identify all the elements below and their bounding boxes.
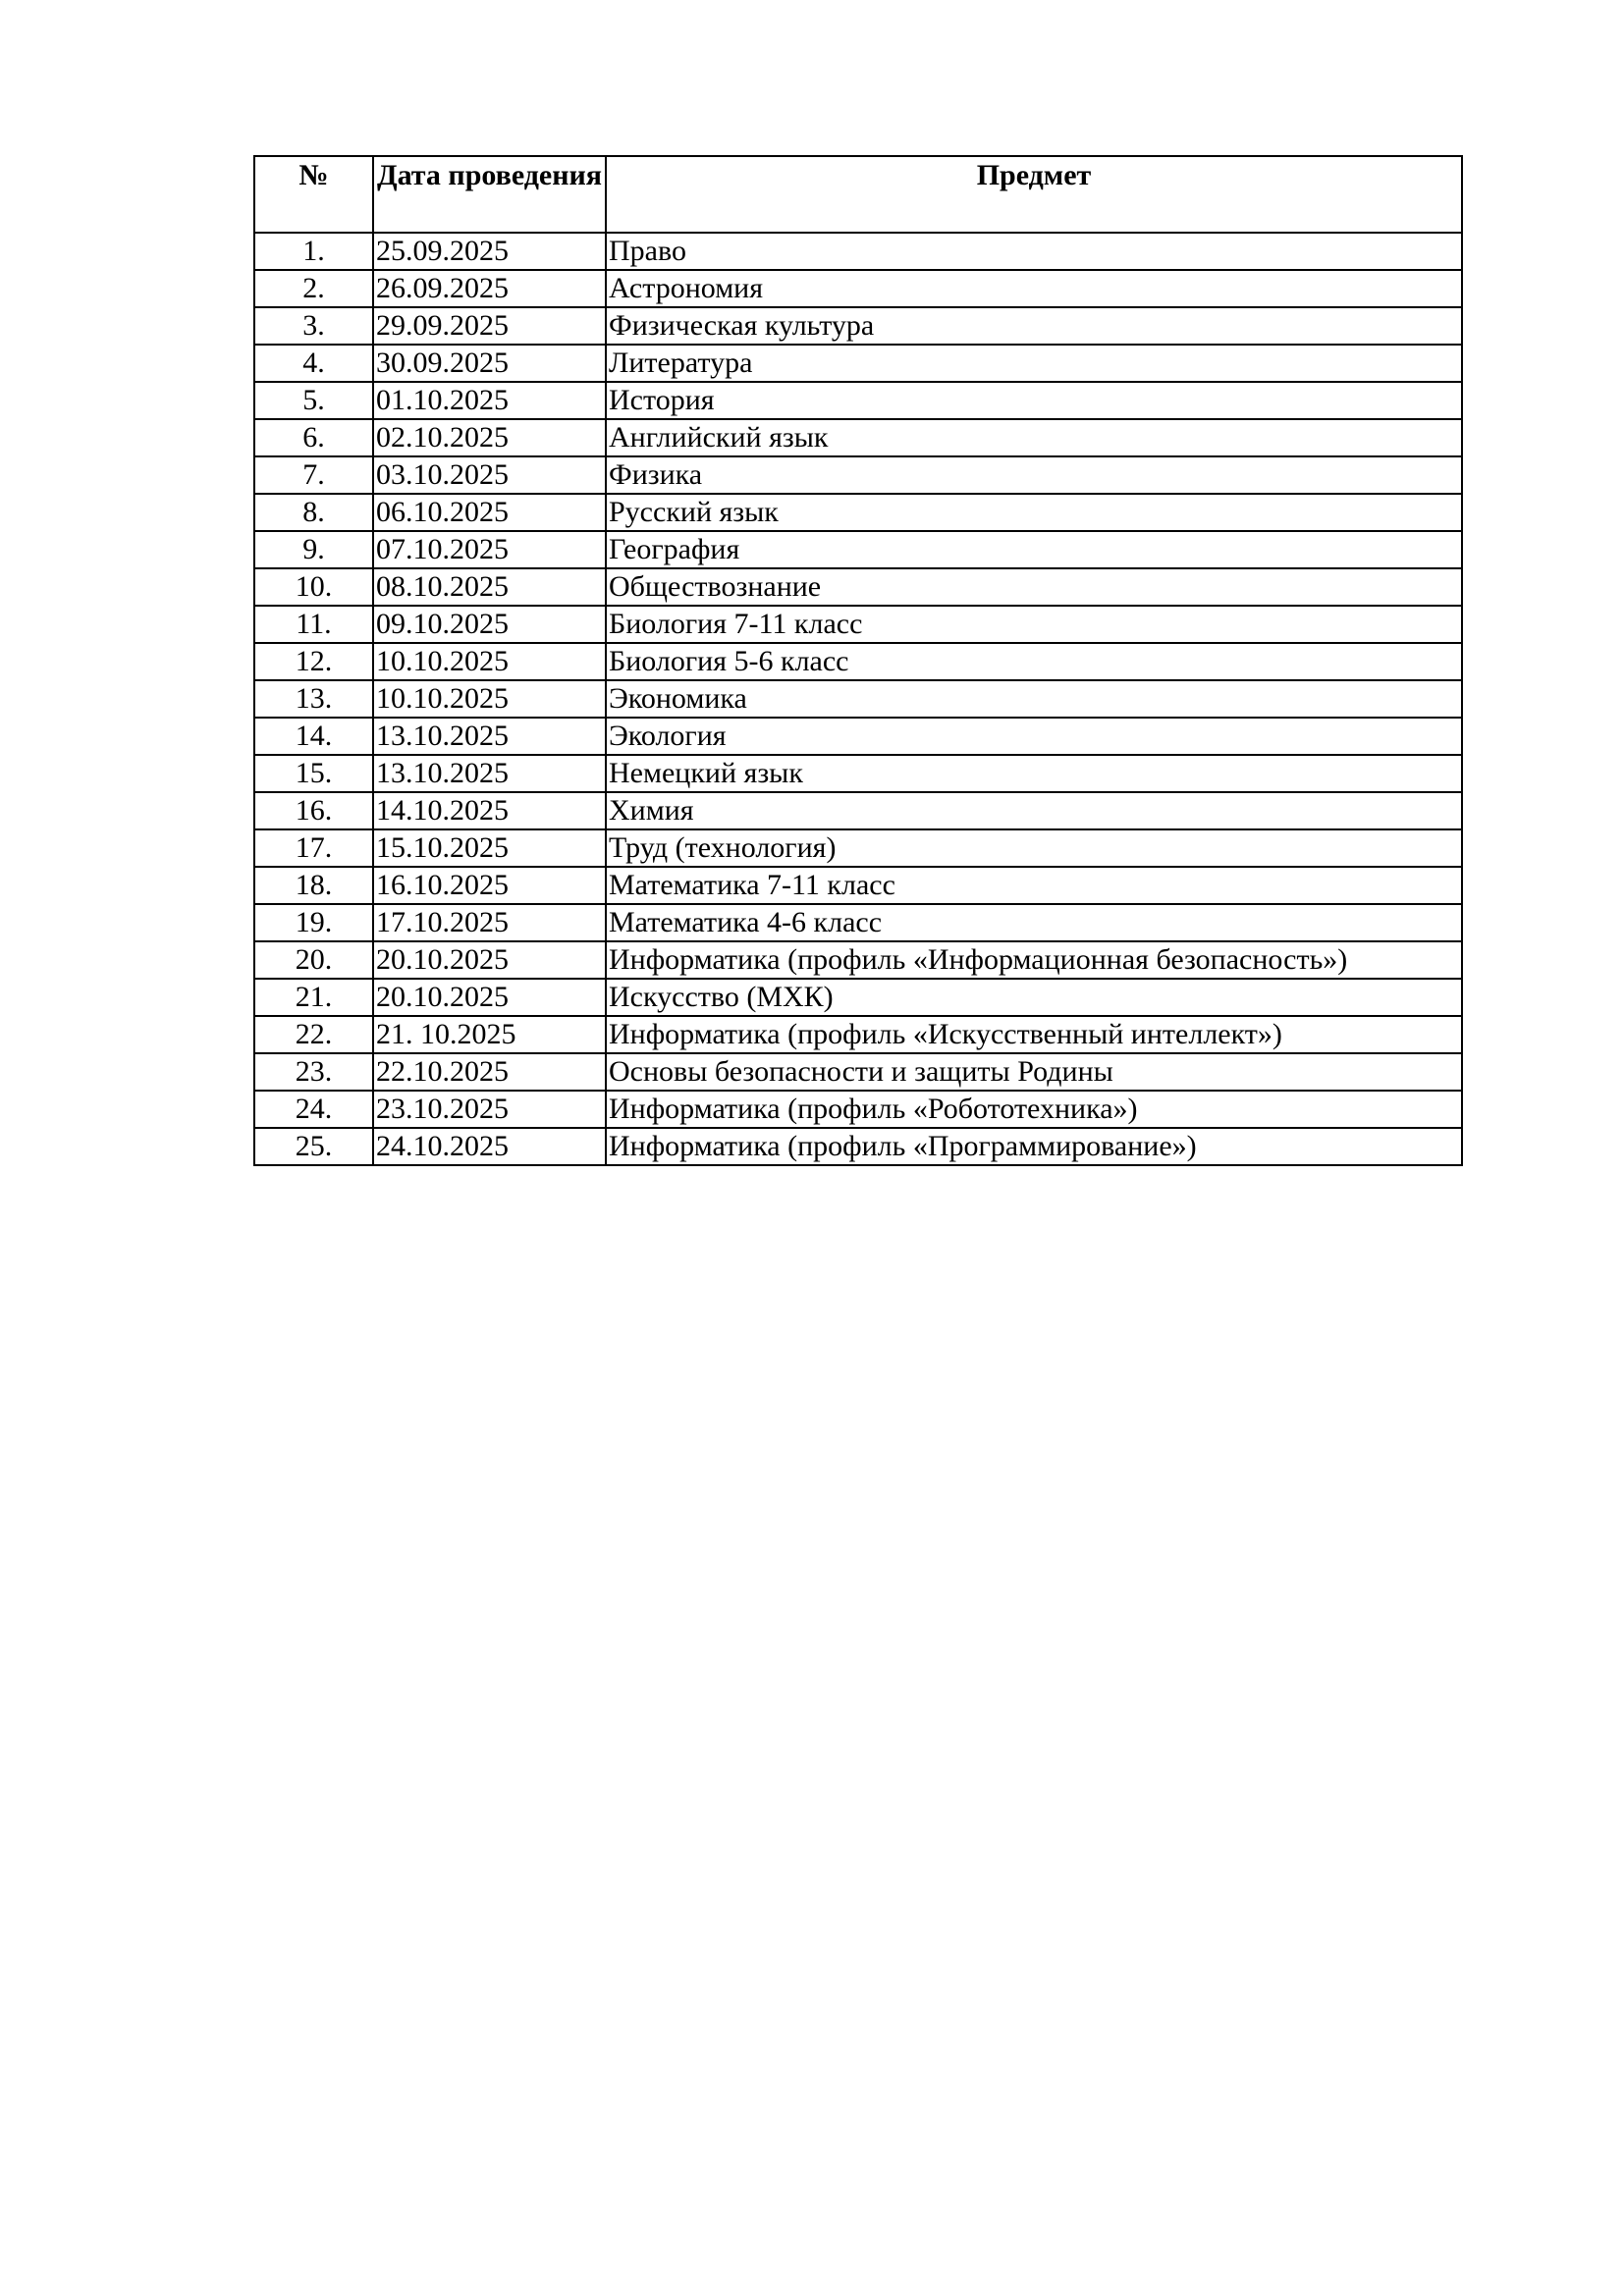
- row-subject: Физика: [606, 456, 1462, 494]
- row-number: 22.: [254, 1016, 373, 1053]
- table-row: [254, 606, 1462, 643]
- table-row: [254, 531, 1462, 568]
- table-row: [254, 345, 1462, 382]
- row-subject: Математика 7-11 класс: [606, 867, 1462, 904]
- row-subject: Русский язык: [606, 494, 1462, 531]
- table-row: [254, 867, 1462, 904]
- row-date: 24.10.2025: [373, 1128, 606, 1165]
- table-row: [254, 643, 1462, 680]
- row-number: 18.: [254, 867, 373, 904]
- row-date: 09.10.2025: [373, 606, 606, 643]
- row-subject: Информатика (профиль «Программирование»): [606, 1128, 1462, 1165]
- row-date: 17.10.2025: [373, 904, 606, 941]
- row-date: 13.10.2025: [373, 718, 606, 755]
- row-date: 07.10.2025: [373, 531, 606, 568]
- row-number: 20.: [254, 941, 373, 979]
- row-subject: Химия: [606, 792, 1462, 829]
- row-date: 10.10.2025: [373, 680, 606, 718]
- row-date: 03.10.2025: [373, 456, 606, 494]
- row-number: 10.: [254, 568, 373, 606]
- row-number: 23.: [254, 1053, 373, 1091]
- row-date: 20.10.2025: [373, 979, 606, 1016]
- row-number: 21.: [254, 979, 373, 1016]
- table-row: [254, 792, 1462, 829]
- row-subject: Физическая культура: [606, 307, 1462, 345]
- row-subject: Биология 5-6 класс: [606, 643, 1462, 680]
- row-number: 19.: [254, 904, 373, 941]
- row-date: 06.10.2025: [373, 494, 606, 531]
- row-subject: Основы безопасности и защиты Родины: [606, 1053, 1462, 1091]
- row-subject: Биология 7-11 класс: [606, 606, 1462, 643]
- row-number: 1.: [254, 233, 373, 270]
- row-number: 16.: [254, 792, 373, 829]
- table-row: [254, 1091, 1462, 1128]
- table-row: [254, 419, 1462, 456]
- row-date: 15.10.2025: [373, 829, 606, 867]
- table-row: [254, 1053, 1462, 1091]
- row-subject: Информатика (профиль «Искусственный интеллект»): [606, 1016, 1462, 1053]
- table-row: [254, 829, 1462, 867]
- row-date: 13.10.2025: [373, 755, 606, 792]
- table-row: [254, 755, 1462, 792]
- row-subject: Право: [606, 233, 1462, 270]
- row-subject: Труд (технология): [606, 829, 1462, 867]
- table-row: [254, 494, 1462, 531]
- row-date: 26.09.2025: [373, 270, 606, 307]
- row-number: 7.: [254, 456, 373, 494]
- header-subject: Предмет: [606, 156, 1462, 233]
- table-row: [254, 904, 1462, 941]
- table-row: [254, 979, 1462, 1016]
- table-row: [254, 1128, 1462, 1165]
- row-date: 02.10.2025: [373, 419, 606, 456]
- row-date: 01.10.2025: [373, 382, 606, 419]
- table-row: [254, 456, 1462, 494]
- row-number: 24.: [254, 1091, 373, 1128]
- row-date: 14.10.2025: [373, 792, 606, 829]
- row-date: 23.10.2025: [373, 1091, 606, 1128]
- row-date: 25.09.2025: [373, 233, 606, 270]
- table-row: [254, 382, 1462, 419]
- row-number: 13.: [254, 680, 373, 718]
- row-number: 5.: [254, 382, 373, 419]
- row-date: 08.10.2025: [373, 568, 606, 606]
- row-subject: Астрономия: [606, 270, 1462, 307]
- table-header: [254, 156, 1462, 233]
- row-subject: Искусство (МХК): [606, 979, 1462, 1016]
- table-row: [254, 1016, 1462, 1053]
- row-number: 14.: [254, 718, 373, 755]
- row-number: 9.: [254, 531, 373, 568]
- row-number: 3.: [254, 307, 373, 345]
- row-subject: Обществознание: [606, 568, 1462, 606]
- row-subject: Математика 4-6 класс: [606, 904, 1462, 941]
- row-date: 29.09.2025: [373, 307, 606, 345]
- table-row: [254, 233, 1462, 270]
- table-row: [254, 941, 1462, 979]
- row-date: 20.10.2025: [373, 941, 606, 979]
- row-date: 30.09.2025: [373, 345, 606, 382]
- header-number: №: [254, 156, 373, 233]
- table-row: [254, 270, 1462, 307]
- row-subject: Немецкий язык: [606, 755, 1462, 792]
- row-number: 11.: [254, 606, 373, 643]
- header-row: [254, 156, 1462, 233]
- table-body: [254, 233, 1462, 1165]
- row-subject: Информатика (профиль «Робототехника»): [606, 1091, 1462, 1128]
- row-subject: Литература: [606, 345, 1462, 382]
- row-date: 10.10.2025: [373, 643, 606, 680]
- row-number: 8.: [254, 494, 373, 531]
- table-row: [254, 307, 1462, 345]
- row-date: 22.10.2025: [373, 1053, 606, 1091]
- table-row: [254, 680, 1462, 718]
- row-date: 21. 10.2025: [373, 1016, 606, 1053]
- table-row: [254, 718, 1462, 755]
- row-date: 16.10.2025: [373, 867, 606, 904]
- row-subject: Экономика: [606, 680, 1462, 718]
- row-subject: История: [606, 382, 1462, 419]
- olympiad-schedule-table: [253, 155, 1463, 1166]
- row-subject: Информатика (профиль «Информационная безопасность»): [606, 941, 1462, 979]
- table-row: [254, 568, 1462, 606]
- row-number: 12.: [254, 643, 373, 680]
- row-subject: Английский язык: [606, 419, 1462, 456]
- row-number: 25.: [254, 1128, 373, 1165]
- row-number: 4.: [254, 345, 373, 382]
- row-subject: География: [606, 531, 1462, 568]
- row-number: 2.: [254, 270, 373, 307]
- header-date: Дата проведения: [373, 156, 606, 233]
- row-number: 6.: [254, 419, 373, 456]
- row-subject: Экология: [606, 718, 1462, 755]
- row-number: 17.: [254, 829, 373, 867]
- row-number: 15.: [254, 755, 373, 792]
